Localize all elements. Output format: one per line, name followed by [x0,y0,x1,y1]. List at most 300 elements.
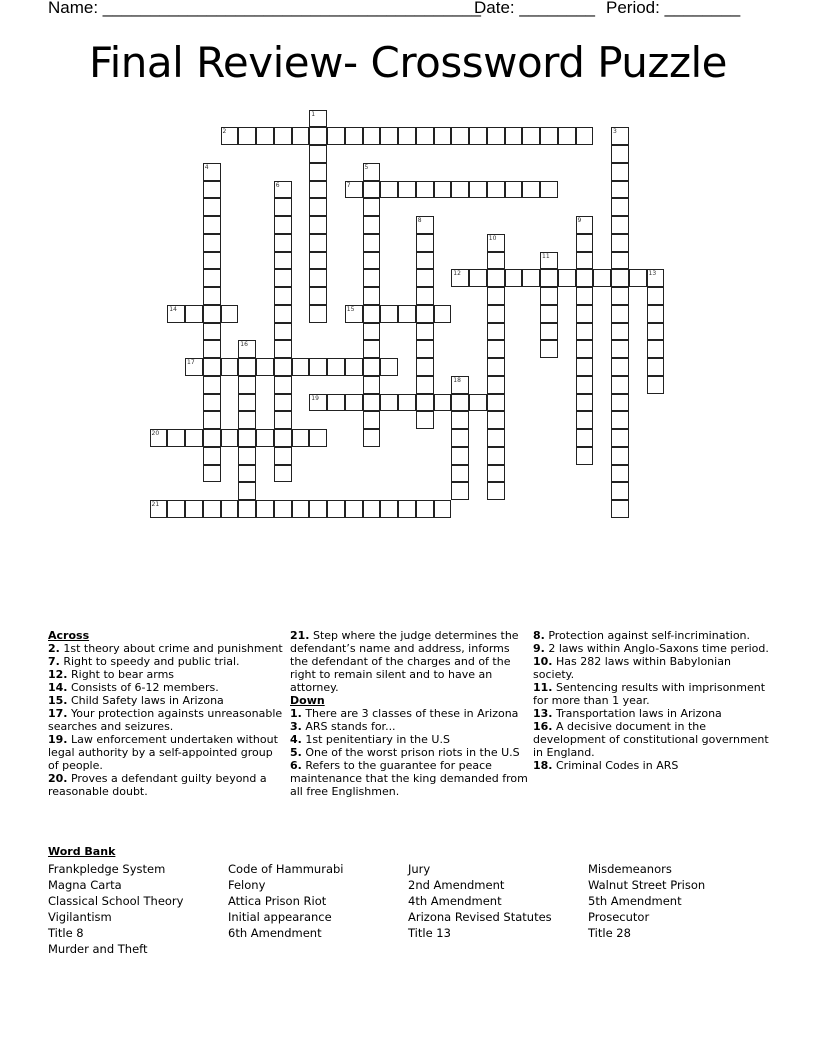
clue-number: 10. [533,655,553,668]
grid-cell[interactable] [505,181,523,199]
grid-cell[interactable] [292,429,310,447]
grid-cell[interactable] [185,500,203,518]
grid-cell[interactable] [611,411,629,429]
grid-cell[interactable] [558,269,576,287]
grid-cell[interactable] [185,358,203,376]
grid-cell[interactable] [363,181,381,199]
grid-cell[interactable] [203,216,221,234]
grid-cell[interactable] [522,269,540,287]
grid-cell[interactable] [540,287,558,305]
grid-cell[interactable] [487,394,505,412]
clue [290,629,528,694]
grid-cell[interactable] [576,376,594,394]
word-bank-item: Classical School Theory [48,894,184,908]
clue-number: 10 [488,234,497,242]
clue-number: 1. [290,707,302,720]
grid-cell[interactable] [576,358,594,376]
grid-cell[interactable] [345,181,363,199]
grid-cell[interactable] [238,358,256,376]
grid-cell[interactable] [487,465,505,483]
clue-number: 9 [577,217,582,224]
grid-cell[interactable] [380,500,398,518]
grid-cell[interactable] [363,269,381,287]
word-bank-item: Attica Prison Riot [228,894,327,908]
grid-cell[interactable] [487,305,505,323]
clue-number: 20 [151,430,160,437]
grid-cell[interactable] [274,305,292,323]
grid-cell[interactable] [238,376,256,394]
grid-cell[interactable] [221,127,239,145]
grid-cell[interactable] [611,198,629,216]
grid-cell[interactable] [327,394,345,412]
clue [48,681,286,694]
word-bank-item: Murder and Theft [48,942,148,956]
clue-text: Right to speedy and public trial. [59,655,240,668]
grid-cell[interactable] [434,394,452,412]
grid-cell[interactable] [221,429,239,447]
clue-number: 15 [346,305,355,313]
grid-cell[interactable] [274,340,292,358]
grid-cell[interactable] [611,252,629,270]
grid-cell[interactable] [185,429,203,447]
grid-cell[interactable] [416,269,434,287]
grid-cell[interactable] [274,323,292,341]
grid-cell[interactable] [451,181,469,199]
grid-cell[interactable] [469,394,487,412]
clue-text: Refers to the guarantee for peace maintenance that the king demanded from all free Englishmen. [290,759,528,798]
grid-cell[interactable] [274,198,292,216]
grid-cell[interactable] [647,305,665,323]
grid-cell[interactable] [363,287,381,305]
grid-cell[interactable] [416,252,434,270]
grid-cell[interactable] [256,500,274,518]
grid-cell[interactable] [309,110,327,128]
clue [48,694,286,707]
grid-cell[interactable] [238,340,256,358]
clue [48,655,286,668]
grid-cell[interactable] [434,127,452,145]
grid-cell[interactable] [274,447,292,465]
clues-column-1 [48,629,286,798]
grid-cell[interactable] [487,252,505,270]
grid-cell[interactable] [451,376,469,394]
grid-cell[interactable] [647,376,665,394]
grid-cell[interactable] [221,500,239,518]
grid-cell[interactable] [576,252,594,270]
grid-cell[interactable] [416,394,434,412]
grid-cell[interactable] [416,287,434,305]
grid-cell[interactable] [576,411,594,429]
grid-cell[interactable] [611,447,629,465]
grid-cell[interactable] [203,376,221,394]
grid-cell[interactable] [540,323,558,341]
clue-number: 12. [48,668,68,681]
grid-cell[interactable] [363,305,381,323]
clue-number: 2 [222,128,227,136]
grid-cell[interactable] [416,323,434,341]
grid-cell[interactable] [416,376,434,394]
grid-cell[interactable] [487,234,505,252]
grid-cell[interactable] [363,323,381,341]
grid-cell[interactable] [416,340,434,358]
grid-cell[interactable] [416,181,434,199]
grid-cell[interactable] [167,429,185,447]
grid-cell[interactable] [221,305,239,323]
grid-cell[interactable] [487,181,505,199]
grid-cell[interactable] [256,127,274,145]
clue-text: 2 laws within Anglo-Saxons time period. [544,642,769,655]
grid-cell[interactable] [576,127,594,145]
grid-cell[interactable] [451,269,469,287]
grid-cell[interactable] [611,482,629,500]
grid-cell[interactable] [380,358,398,376]
date-field[interactable]: Date: ________ [474,0,595,17]
grid-cell[interactable] [309,163,327,181]
grid-cell[interactable] [363,252,381,270]
grid-cell[interactable] [363,127,381,145]
grid-cell[interactable] [380,394,398,412]
grid-cell[interactable] [576,269,594,287]
grid-cell[interactable] [238,394,256,412]
grid-cell[interactable] [469,269,487,287]
grid-cell[interactable] [487,358,505,376]
grid-cell[interactable] [647,287,665,305]
grid-cell[interactable] [203,500,221,518]
grid-cell[interactable] [363,163,381,181]
grid-cell[interactable] [416,216,434,234]
grid-cell[interactable] [274,394,292,412]
clue-text: Transportation laws in Arizona [552,707,722,720]
grid-cell[interactable] [611,145,629,163]
grid-cell[interactable] [434,305,452,323]
grid-cell[interactable] [345,500,363,518]
grid-cell[interactable] [398,305,416,323]
grid-cell[interactable] [274,216,292,234]
grid-cell[interactable] [647,269,665,287]
clue-number: 17. [48,707,68,720]
grid-cell[interactable] [416,127,434,145]
page-title: Final Review- Crossword Puzzle [88,38,728,87]
clue-text: Protection against self-incrimination. [544,629,751,642]
clue [533,720,771,759]
grid-cell[interactable] [203,181,221,199]
clue-number: 21 [151,501,160,508]
word-bank-item: Magna Carta [48,878,122,892]
grid-cell[interactable] [292,358,310,376]
grid-cell[interactable] [522,127,540,145]
grid-cell[interactable] [238,411,256,429]
clue-number: 2. [48,642,60,655]
clue-number: 19. [48,733,68,746]
grid-cell[interactable] [611,127,629,145]
grid-cell[interactable] [611,216,629,234]
grid-cell[interactable] [238,465,256,483]
grid-cell[interactable] [611,305,629,323]
clue-section-heading: Down [290,694,325,707]
grid-cell[interactable] [398,127,416,145]
grid-cell[interactable] [363,394,381,412]
clues-column-2 [290,629,528,798]
clue-number: 16. [533,720,553,733]
clue [48,668,286,681]
grid-cell[interactable] [274,127,292,145]
grid-cell[interactable] [469,181,487,199]
word-bank-item: Walnut Street Prison [588,878,706,892]
grid-cell[interactable] [576,305,594,323]
grid-cell[interactable] [451,447,469,465]
grid-cell[interactable] [451,411,469,429]
grid-cell[interactable] [203,411,221,429]
grid-cell[interactable] [611,465,629,483]
grid-cell[interactable] [309,181,327,199]
grid-cell[interactable] [309,269,327,287]
word-bank-item: Vigilantism [48,910,112,924]
grid-cell[interactable] [576,287,594,305]
grid-cell[interactable] [327,358,345,376]
grid-cell[interactable] [363,234,381,252]
grid-cell[interactable] [309,287,327,305]
grid-cell[interactable] [203,305,221,323]
period-field[interactable]: Period: ________ [606,0,741,17]
grid-cell[interactable] [469,127,487,145]
grid-cell[interactable] [256,429,274,447]
clue-text: Child Safety laws in Arizona [67,694,224,707]
grid-cell[interactable] [416,358,434,376]
grid-cell[interactable] [487,482,505,500]
grid-cell[interactable] [576,323,594,341]
clue-number: 14 [169,305,177,313]
grid-cell[interactable] [487,127,505,145]
grid-cell[interactable] [522,181,540,199]
clue-text: A decisive document in the development of constitutional government in England. [533,720,769,759]
clue [533,629,771,642]
grid-cell[interactable] [203,252,221,270]
grid-cell[interactable] [611,394,629,412]
grid-cell[interactable] [629,269,647,287]
grid-cell[interactable] [647,340,665,358]
grid-cell[interactable] [398,394,416,412]
grid-cell[interactable] [345,358,363,376]
grid-cell[interactable] [150,500,168,518]
clue [48,772,286,798]
grid-cell[interactable] [416,234,434,252]
grid-cell[interactable] [203,234,221,252]
grid-cell[interactable] [576,429,594,447]
grid-cell[interactable] [611,429,629,447]
grid-cell[interactable] [203,429,221,447]
clue [290,720,528,733]
grid-cell[interactable] [203,358,221,376]
grid-cell[interactable] [203,394,221,412]
grid-cell[interactable] [363,340,381,358]
grid-cell[interactable] [576,447,594,465]
grid-cell[interactable] [451,482,469,500]
grid-cell[interactable] [487,269,505,287]
grid-cell[interactable] [540,340,558,358]
grid-cell[interactable] [309,394,327,412]
grid-cell[interactable] [558,127,576,145]
grid-cell[interactable] [363,429,381,447]
grid-cell[interactable] [540,305,558,323]
grid-cell[interactable] [292,127,310,145]
grid-cell[interactable] [363,216,381,234]
grid-cell[interactable] [221,358,239,376]
grid-cell[interactable] [611,234,629,252]
grid-cell[interactable] [309,305,327,323]
clue [290,733,528,746]
clue-text: Right to bear arms [67,668,175,681]
grid-cell[interactable] [203,269,221,287]
grid-cell[interactable] [540,181,558,199]
grid-cell[interactable] [434,181,452,199]
grid-cell[interactable] [150,429,168,447]
grid-cell[interactable] [487,447,505,465]
word-bank-item: Jury [408,862,431,876]
grid-cell[interactable] [611,269,629,287]
grid-cell[interactable] [203,287,221,305]
grid-cell[interactable] [380,181,398,199]
grid-cell[interactable] [647,323,665,341]
grid-cell[interactable] [309,252,327,270]
word-bank-column [588,861,705,941]
clue-number: 3 [613,128,617,136]
grid-cell[interactable] [203,465,221,483]
grid-cell[interactable] [238,500,256,518]
grid-cell[interactable] [487,323,505,341]
grid-cell[interactable] [540,269,558,287]
clue-number: 8. [533,629,545,642]
grid-cell[interactable] [611,163,629,181]
grid-cell[interactable] [611,181,629,199]
clue [533,642,771,655]
grid-cell[interactable] [292,500,310,518]
grid-cell[interactable] [185,305,203,323]
grid-cell[interactable] [203,198,221,216]
grid-cell[interactable] [380,127,398,145]
clue-number: 5. [290,746,302,759]
grid-cell[interactable] [593,269,611,287]
grid-cell[interactable] [309,358,327,376]
grid-cell[interactable] [576,216,594,234]
grid-cell[interactable] [380,305,398,323]
grid-cell[interactable] [238,429,256,447]
grid-cell[interactable] [505,269,523,287]
grid-cell[interactable] [540,252,558,270]
grid-cell[interactable] [611,376,629,394]
grid-cell[interactable] [274,429,292,447]
grid-cell[interactable] [309,234,327,252]
grid-cell[interactable] [434,500,452,518]
grid-cell[interactable] [363,358,381,376]
grid-cell[interactable] [451,394,469,412]
grid-cell[interactable] [576,234,594,252]
grid-cell[interactable] [363,411,381,429]
grid-cell[interactable] [611,500,629,518]
grid-cell[interactable] [398,181,416,199]
grid-cell[interactable] [487,340,505,358]
grid-cell[interactable] [345,127,363,145]
word-bank-column [48,861,183,957]
grid-cell[interactable] [363,376,381,394]
grid-cell[interactable] [451,465,469,483]
grid-cell[interactable] [327,500,345,518]
grid-cell[interactable] [203,323,221,341]
grid-cell[interactable] [274,411,292,429]
grid-cell[interactable] [274,234,292,252]
grid-cell[interactable] [505,127,523,145]
grid-cell[interactable] [238,447,256,465]
grid-cell[interactable] [167,305,185,323]
clue-text: One of the worst prison riots in the U.S [301,746,520,759]
grid-cell[interactable] [416,411,434,429]
grid-cell[interactable] [576,340,594,358]
grid-cell[interactable] [309,429,327,447]
word-bank-item: 2nd Amendment [408,878,505,892]
grid-cell[interactable] [256,358,274,376]
clues-column-3 [533,629,771,772]
grid-cell[interactable] [363,500,381,518]
grid-cell[interactable] [345,394,363,412]
grid-cell[interactable] [274,287,292,305]
grid-cell[interactable] [611,323,629,341]
grid-cell[interactable] [274,269,292,287]
grid-cell[interactable] [416,500,434,518]
grid-cell[interactable] [309,145,327,163]
grid-cell[interactable] [203,447,221,465]
grid-cell[interactable] [451,429,469,447]
grid-cell[interactable] [309,198,327,216]
clue [533,681,771,707]
grid-cell[interactable] [363,198,381,216]
grid-cell[interactable] [487,429,505,447]
grid-cell[interactable] [576,394,594,412]
grid-cell[interactable] [345,305,363,323]
grid-cell[interactable] [416,305,434,323]
grid-cell[interactable] [274,465,292,483]
name-field[interactable]: Name: ________________________________________ [48,0,481,17]
word-bank-column [408,861,552,941]
grid-cell[interactable] [309,216,327,234]
grid-cell[interactable] [203,163,221,181]
clue-number: 13. [533,707,553,720]
grid-cell[interactable] [611,358,629,376]
grid-cell[interactable] [398,500,416,518]
clue [533,655,771,681]
grid-cell[interactable] [647,358,665,376]
grid-cell[interactable] [451,127,469,145]
grid-cell[interactable] [487,411,505,429]
grid-cell[interactable] [238,482,256,500]
grid-cell[interactable] [238,127,256,145]
grid-cell[interactable] [309,127,327,145]
grid-cell[interactable] [487,287,505,305]
grid-cell[interactable] [274,376,292,394]
grid-cell[interactable] [540,127,558,145]
grid-cell[interactable] [487,376,505,394]
grid-cell[interactable] [611,287,629,305]
grid-cell[interactable] [274,252,292,270]
grid-cell[interactable] [309,500,327,518]
grid-cell[interactable] [327,127,345,145]
clue-number: 17 [187,359,195,366]
clue-number: 5 [364,163,369,171]
grid-cell[interactable] [274,181,292,199]
grid-cell[interactable] [274,358,292,376]
grid-cell[interactable] [611,340,629,358]
grid-cell[interactable] [167,500,185,518]
grid-cell[interactable] [203,340,221,358]
grid-cell[interactable] [274,500,292,518]
